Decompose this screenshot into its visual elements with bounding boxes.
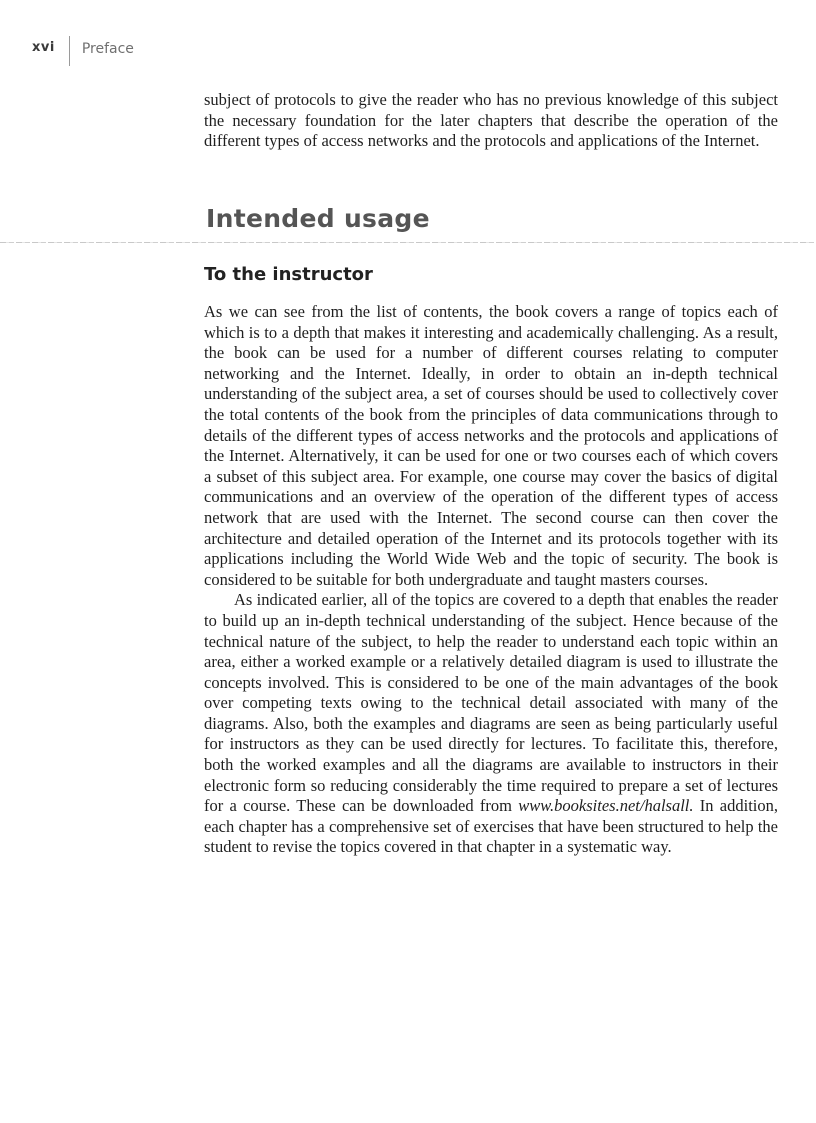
- section-heading: Intended usage: [206, 204, 430, 233]
- body-text: [204, 302, 778, 858]
- page-number: xvi: [32, 40, 55, 55]
- body-paragraph-1: As we can see from the list of contents, the book covers a range of topics each of which is to a depth that makes it interesting and academically challenging. As a result, the book can be used for a number of different courses relating to computer networking and the Internet. Ideally, in order to obtain an in-depth technical understanding of the subject area, a set of courses should be used to collectively cover the total contents of the book from the principles of data communications through to details of the different types of access networks and the protocols and applications of the Internet. Alternatively, it can be used for one or two courses each of which covers a subset of this subject area. For example, one course may cover the basics of digital communications and an overview of the operation of the different types of access network that are used with the Internet. The second course can then cover the architecture and detailed operation of the Internet and its protocols together with its applications including the World Wide Web and the topic of security. The book is considered to be suitable for both undergraduate and taught masters courses.: [204, 302, 778, 589]
- section-divider: [0, 242, 816, 243]
- website-url: www.booksites.net/halsall.: [518, 796, 694, 816]
- subsection-heading: To the instructor: [204, 264, 373, 285]
- running-head: [32, 36, 134, 66]
- body-paragraph-2: [204, 590, 778, 858]
- continued-paragraph: subject of protocols to give the reader who has no previous knowledge of this subject the necessary foundation for the later chapters that describe the operation of the different types of access networks and the protocols and applications of the Internet.: [204, 90, 778, 151]
- body-paragraph-2-continuation: In addition, each chapter has a comprehensive set of exercises that have been structured to help the student to revise the topics covered in that chapter in a systematic way.: [204, 796, 778, 857]
- running-head-divider: [69, 36, 70, 66]
- running-head-title: Preface: [81, 41, 134, 57]
- body-paragraph-2-text: As indicated earlier, all of the topics are covered to a depth that enables the reader to build up an in-depth technical understanding of the subject. Hence because of the technical nature of the subject, to help the reader to understand each topic within an area, either a worked example or a relatively detailed diagram is used to illustrate the concepts involved. This is considered to be one of the main advantages of the book over competing texts owing to the technical detail associated with many of the diagrams. Also, both the examples and diagrams are seen as being particularly useful for instructors as they can be used directly for lectures. To facilitate this, therefore, both the worked examples and all the diagrams are available to instructors in their electronic form so reducing considerably the time required to prepare a set of lectures for a course. These can be downloaded from: [204, 590, 778, 816]
